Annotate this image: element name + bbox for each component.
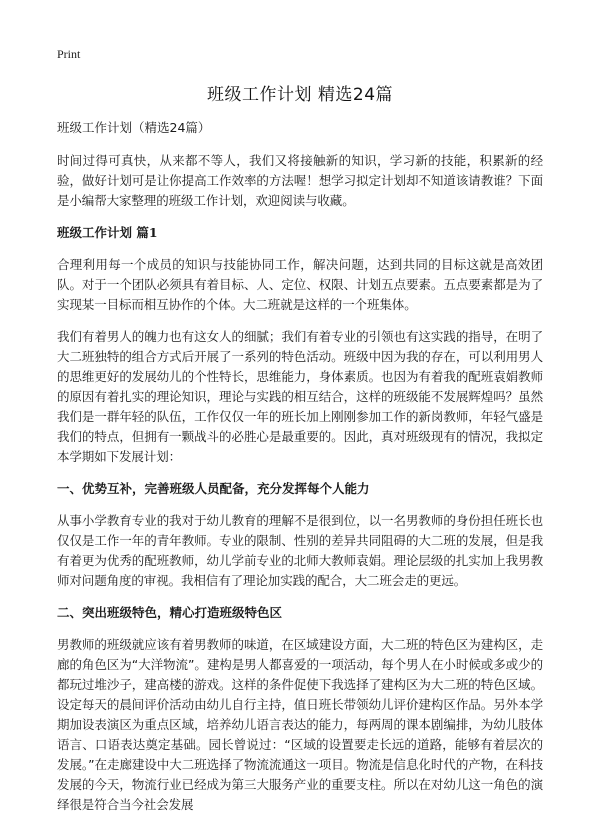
page-title: 班级工作计划 精选24篇 <box>206 85 394 105</box>
document-body <box>57 118 543 827</box>
body-paragraph: 合理利用每一个成员的知识与技能协同工作，解决问题，达到共同的目标这就是高效团队。对于一个团队必须具有着目标、人、定位、权限、计划五点要素。五点要素都是为了实现某一目标而相互协作的个体。大二班就是这样的一个班集体。 <box>57 257 543 312</box>
subsection-heading: 一、优势互补，完善班级人员配备，充分发挥每个人能力 <box>57 481 370 496</box>
section-heading: 班级工作计划 篇1 <box>57 225 158 240</box>
subsection-heading: 二、突出班级特色，精心打造班级特色区 <box>57 605 283 620</box>
body-paragraph: 我们有着男人的魄力也有这女人的细腻；我们有着专业的引领也有这实践的指导，在明了大二班独特的组合方式后开展了一系列的特色活动。班级中因为我的存在，可以利用男人的思维更好的发展幼儿的个性特长，思维能力，身体素质。也因为有着我的配班袁娟教师的原因有着扎实的理论知识，理论与实践的相互结合，这样的班级能不发展辉煌吗？虽然我们是一群年轻的队伍，工作仅仅一年的班长加上刚刚参加工作的新岗教师，年轻气盛是我们的特点，但拥有一颗战斗的必胜心是最重要的。因此，真对班级现有的情况，我拟定本学期如下发展计划： <box>57 329 543 464</box>
document-subtitle: 班级工作计划（精选24篇） <box>57 120 211 135</box>
print-label[interactable]: Print <box>57 47 81 61</box>
body-paragraph: 从事小学教育专业的我对于幼儿教育的理解不是很到位，以一名男教师的身份担任班长也仅仅是工作一年的青年教师。专业的限制、性别的差异共同阻碍的大二班的发展，但是我有着更为优秀的配班教师，幼儿学前专业的北师大教师袁娟。理论层级的扎实加上我男教师对问题角度的审视。我相信有了理论加实践的配合，大二班会走的更远。 <box>57 513 543 588</box>
body-paragraph: 男教师的班级就应该有着男教师的味道，在区域建设方面，大二班的特色区为建构区，走廊的角色区为“大洋物流”。建构是男人都喜爱的一项活动，每个男人在小时候或多或少的都玩过堆沙子，建高楼的游戏。这样的条件促使下我选择了建构区为大二班的特色区域。设定每天的晨间评价活动由幼儿自行主持，值日班长带领幼儿评价建构区作品。另外本学期加设表演区为重点区域，培养幼儿语言表达的能力，每两周的课本剧编排，为幼儿肢体语言、口语表达奠定基础。园长曾说过：“区域的设置要走长远的道路，能够有着层次的发展。”在走廊建设中大二班选择了物流流通这一项目。物流是信息化时代的产物，在科技发展的今天，物流行业已经成为第三大服务产业的重要支柱。所以在对幼儿这一角色的演绎很是符合当今社会发展 <box>57 637 543 812</box>
intro-paragraph: 时间过得可真快，从来都不等人，我们又将接触新的知识，学习新的技能，积累新的经验，做好计划可是让你提高工作效率的方法喔！想学习拟定计划却不知道该请教谁？下面是小编帮大家整理的班级工作计划，欢迎阅读与收藏。 <box>57 153 543 208</box>
